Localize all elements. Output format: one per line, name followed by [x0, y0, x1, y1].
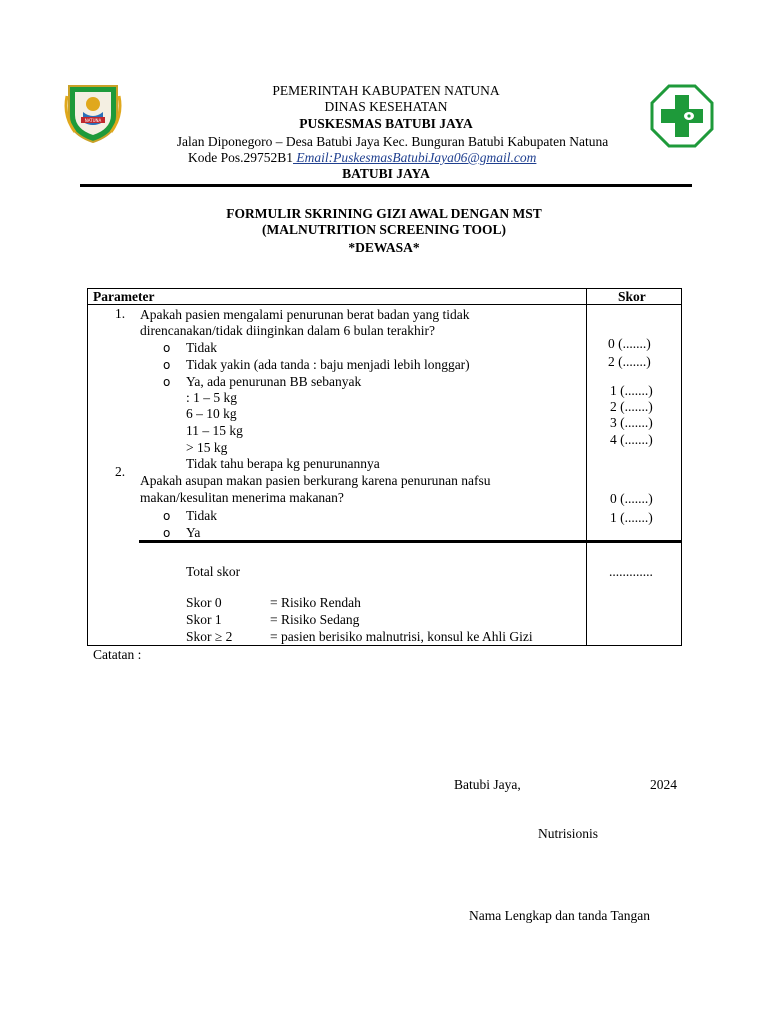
q1-sub-over-15kg: > 15 kg	[186, 440, 228, 455]
gov-title: PEMERINTAH KABUPATEN NATUNA	[272, 83, 500, 98]
form-title-1: FORMULIR SKRINING GIZI AWAL DENGAN MST	[226, 206, 542, 221]
screening-table	[87, 288, 682, 646]
dept-title: DINAS KESEHATAN	[324, 99, 448, 114]
score-q1-1-5kg: 1 (.......)	[610, 383, 653, 398]
total-divider	[139, 540, 682, 543]
natuna-logo-text: NATUNA	[84, 118, 102, 123]
risk-0-desc: = Risiko Rendah	[270, 595, 361, 610]
year-label: 2024	[650, 777, 677, 792]
header-rule	[80, 184, 692, 187]
score-q1-over-15kg: 4 (.......)	[610, 432, 653, 447]
score-q1-tidak: 0 (.......)	[608, 336, 651, 351]
form-title-3: *DEWASA*	[348, 240, 420, 255]
col-header-parameter: Parameter	[93, 289, 155, 304]
bullet: o	[163, 375, 171, 389]
q1-text-line2: direncanakan/tidak diinginkan dalam 6 bulan terakhir?	[140, 323, 436, 338]
puskesmas-logo	[650, 84, 714, 148]
risk-2-label: Skor ≥ 2	[186, 629, 233, 644]
q1-sub-unknown: Tidak tahu berapa kg penurunannya	[186, 456, 380, 471]
signature-label: Nama Lengkap dan tanda Tangan	[469, 908, 650, 923]
col-header-skor: Skor	[618, 289, 646, 304]
q2-text-line1: Apakah asupan makan pasien berkurang karena penurunan nafsu	[140, 473, 491, 488]
natuna-logo	[63, 82, 123, 144]
q1-option-tidak-yakin: Tidak yakin (ada tanda : baju menjadi lebih longgar)	[186, 357, 470, 372]
risk-1-label: Skor 1	[186, 612, 222, 627]
q1-number: 1.	[115, 306, 126, 321]
total-score-label: Total skor	[186, 564, 241, 579]
puskesmas-title: PUSKESMAS BATUBI JAYA	[299, 116, 473, 131]
q1-text-line1: Apakah pasien mengalami penurunan berat badan yang tidak	[140, 307, 470, 322]
bullet: o	[163, 526, 171, 540]
bullet: o	[163, 509, 171, 523]
place-label: Batubi Jaya,	[454, 777, 521, 792]
score-q1-tidak-yakin: 2 (.......)	[608, 354, 651, 369]
total-score-value: .............	[609, 564, 653, 579]
risk-2-desc: = pasien berisiko malnutrisi, konsul ke Ahli Gizi	[270, 629, 533, 644]
bullet: o	[163, 358, 171, 372]
score-q2-ya: 1 (.......)	[610, 510, 653, 525]
q2-number: 2.	[115, 464, 126, 479]
postal-email-line	[188, 150, 536, 166]
email-link[interactable]: Email:PuskesmasBatubiJaya06@gmail.com	[293, 150, 537, 165]
q2-option-ya: Ya	[186, 525, 201, 540]
postal-code: Kode Pos.29752B1	[188, 150, 294, 165]
bullet: o	[163, 341, 171, 355]
score-q1-6-10kg: 2 (.......)	[610, 399, 653, 414]
q1-option-tidak: Tidak	[186, 340, 218, 355]
form-title-2: (MALNUTRITION SCREENING TOOL)	[261, 222, 507, 237]
notes-label: Catatan :	[93, 647, 142, 662]
city-title: BATUBI JAYA	[342, 166, 430, 181]
q1-sub-11-15kg: 11 – 15 kg	[186, 423, 243, 438]
score-q1-11-15kg: 3 (.......)	[610, 415, 653, 430]
q1-sub-1-5kg: : 1 – 5 kg	[186, 390, 238, 405]
risk-1-desc: = Risiko Sedang	[270, 612, 360, 627]
address-line: Jalan Diponegoro – Desa Batubi Jaya Kec. Bunguran Batubi Kabupaten Natuna	[176, 134, 609, 149]
q1-option-ya: Ya, ada penurunan BB sebanyak	[186, 374, 362, 389]
q2-option-tidak: Tidak	[186, 508, 218, 523]
score-q2-tidak: 0 (.......)	[610, 491, 653, 506]
nutritionist-label: Nutrisionis	[538, 826, 599, 841]
q1-sub-6-10kg: 6 – 10 kg	[186, 406, 237, 421]
risk-0-label: Skor 0	[186, 595, 222, 610]
q2-text-line2: makan/kesulitan menerima makanan?	[140, 490, 344, 505]
